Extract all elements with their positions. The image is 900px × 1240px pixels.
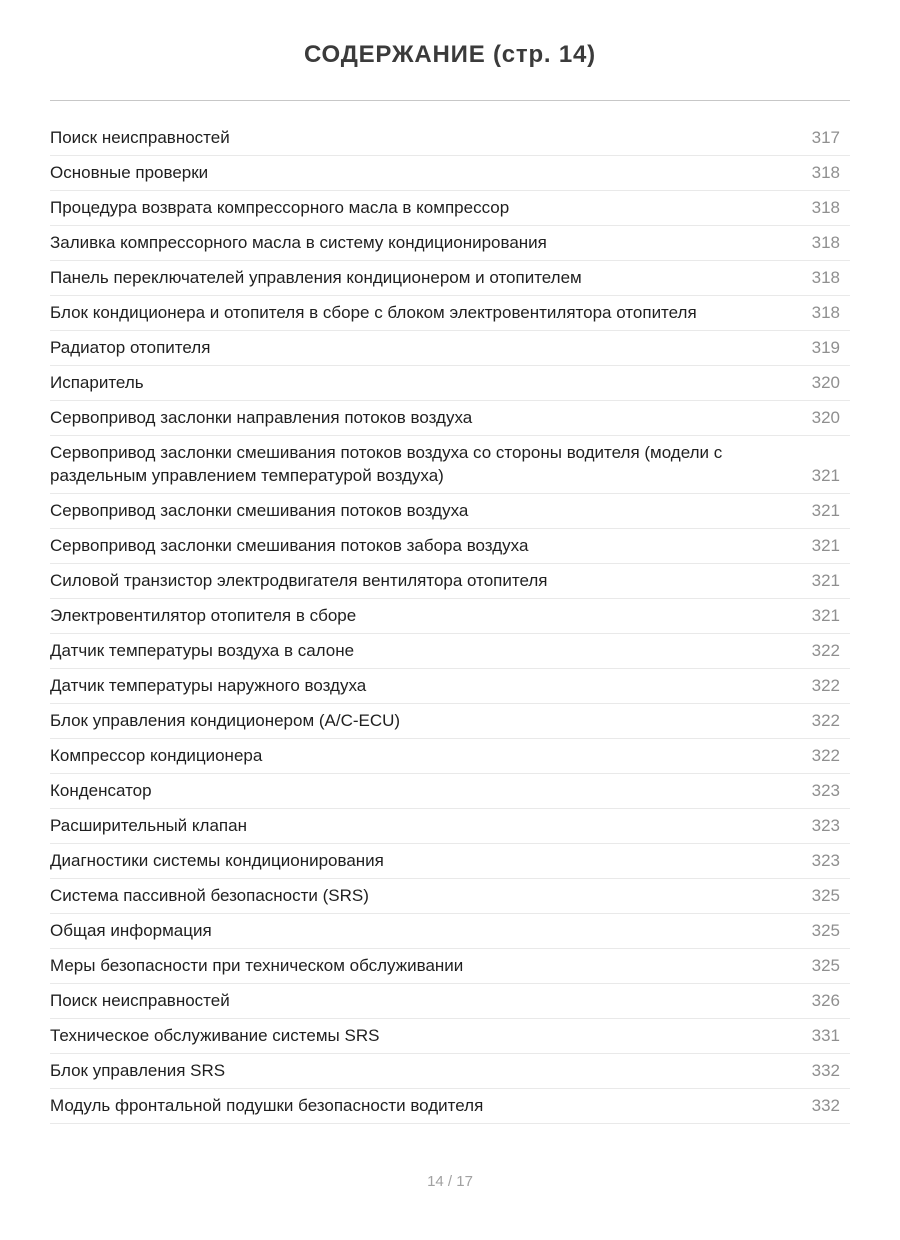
toc-item-title: Силовой транзистор электродвигателя вентилятора отопителя [50, 571, 548, 590]
toc-item-title: Сервопривод заслонки направления потоков воздуха [50, 408, 473, 427]
toc-item-page: 326 [811, 991, 840, 1010]
toc-item-title: Испаритель [50, 373, 144, 392]
toc-item-page: 318 [811, 233, 840, 252]
toc-row [50, 261, 850, 296]
toc-row [50, 121, 850, 156]
page-title: СОДЕРЖАНИЕ (стр. 14) [304, 41, 596, 68]
toc-row [50, 809, 850, 844]
toc-item-title: Датчик температуры наружного воздуха [50, 676, 367, 695]
toc-item-page: 318 [811, 303, 840, 322]
toc-row [50, 949, 850, 984]
toc-row [50, 156, 850, 191]
toc-item-page: 323 [811, 816, 840, 835]
toc-item-page: 320 [811, 408, 840, 427]
toc-item-page: 323 [811, 781, 840, 800]
toc-list [50, 121, 850, 1124]
toc-row [50, 564, 850, 599]
toc-item-page: 321 [811, 536, 840, 555]
toc-item-page: 325 [811, 921, 840, 940]
toc-item-page: 321 [811, 466, 840, 485]
toc-item-title: Заливка компрессорного масла в систему кондиционирования [50, 233, 547, 252]
toc-row [50, 984, 850, 1019]
toc-item-page: 318 [811, 163, 840, 182]
toc-item-page: 322 [811, 641, 840, 660]
page-number-indicator: 14 / 17 [427, 1173, 473, 1190]
toc-item-page: 331 [811, 1026, 840, 1045]
toc-row [50, 1054, 850, 1089]
toc-item-title: Система пассивной безопасности (SRS) [50, 886, 369, 905]
toc-item-title: Конденсатор [50, 781, 152, 800]
toc-item-title: Поиск неисправностей [50, 128, 230, 147]
toc-item-title: Поиск неисправностей [50, 991, 230, 1010]
toc-item-page: 322 [811, 676, 840, 695]
toc-item-page: 322 [811, 711, 840, 730]
toc-item-page: 320 [811, 373, 840, 392]
toc-row [50, 191, 850, 226]
toc-item-title: Блок кондиционера и отопителя в сборе с блоком электровентилятора отопителя [50, 303, 697, 322]
toc-item-title: Техническое обслуживание системы SRS [50, 1026, 380, 1045]
toc-row [50, 401, 850, 436]
toc-item-title: Блок управления кондиционером (A/C-ECU) [50, 711, 401, 730]
toc-row [50, 739, 850, 774]
title-divider [50, 100, 850, 101]
toc-item-page: 332 [811, 1096, 840, 1115]
toc-row [50, 226, 850, 261]
toc-item-page: 321 [811, 501, 840, 520]
toc-row [50, 1089, 850, 1124]
toc-item-page: 332 [811, 1061, 840, 1080]
toc-row [50, 634, 850, 669]
toc-item-page: 325 [811, 886, 840, 905]
toc-item-title: Модуль фронтальной подушки безопасности водителя [50, 1096, 484, 1115]
toc-item-title: Общая информация [50, 921, 212, 940]
toc-row [50, 529, 850, 564]
document-page [0, 40, 900, 1240]
toc-item-title: Сервопривод заслонки смешивания потоков воздуха [50, 501, 469, 520]
toc-item-page: 325 [811, 956, 840, 975]
toc-item-page: 317 [811, 128, 840, 147]
toc-item-page: 321 [811, 571, 840, 590]
toc-row [50, 774, 850, 809]
toc-item-title: Датчик температуры воздуха в салоне [50, 641, 355, 660]
toc-item-page: 322 [811, 746, 840, 765]
toc-row [50, 436, 850, 494]
toc-item-title: Сервопривод заслонки смешивания потоков забора воздуха [50, 536, 529, 555]
toc-item-title: Диагностики системы кондиционирования [50, 851, 384, 870]
toc-item-page: 321 [811, 606, 840, 625]
toc-item-title: Сервопривод заслонки смешивания потоков воздуха со стороны водителя (модели с раздельным управлением температурой воздуха) [50, 443, 723, 485]
toc-row [50, 669, 850, 704]
toc-item-title: Панель переключателей управления кондиционером и отопителем [50, 268, 582, 287]
toc-item-title: Меры безопасности при техническом обслуживании [50, 956, 464, 975]
toc-row [50, 599, 850, 634]
toc-item-title: Основные проверки [50, 163, 209, 182]
toc-row [50, 296, 850, 331]
toc-item-page: 323 [811, 851, 840, 870]
toc-item-title: Блок управления SRS [50, 1061, 226, 1080]
toc-item-title: Электровентилятор отопителя в сборе [50, 606, 357, 625]
toc-row [50, 1019, 850, 1054]
toc-item-page: 319 [811, 338, 840, 357]
toc-row [50, 844, 850, 879]
toc-item-title: Процедура возврата компрессорного масла в компрессор [50, 198, 510, 217]
toc-row [50, 331, 850, 366]
toc-row [50, 704, 850, 739]
toc-item-title: Компрессор кондиционера [50, 746, 263, 765]
toc-item-page: 318 [811, 268, 840, 287]
toc-row [50, 366, 850, 401]
toc-row [50, 494, 850, 529]
toc-item-title: Радиатор отопителя [50, 338, 211, 357]
toc-row [50, 879, 850, 914]
toc-item-page: 318 [811, 198, 840, 217]
toc-item-title: Расширительный клапан [50, 816, 247, 835]
toc-row [50, 914, 850, 949]
